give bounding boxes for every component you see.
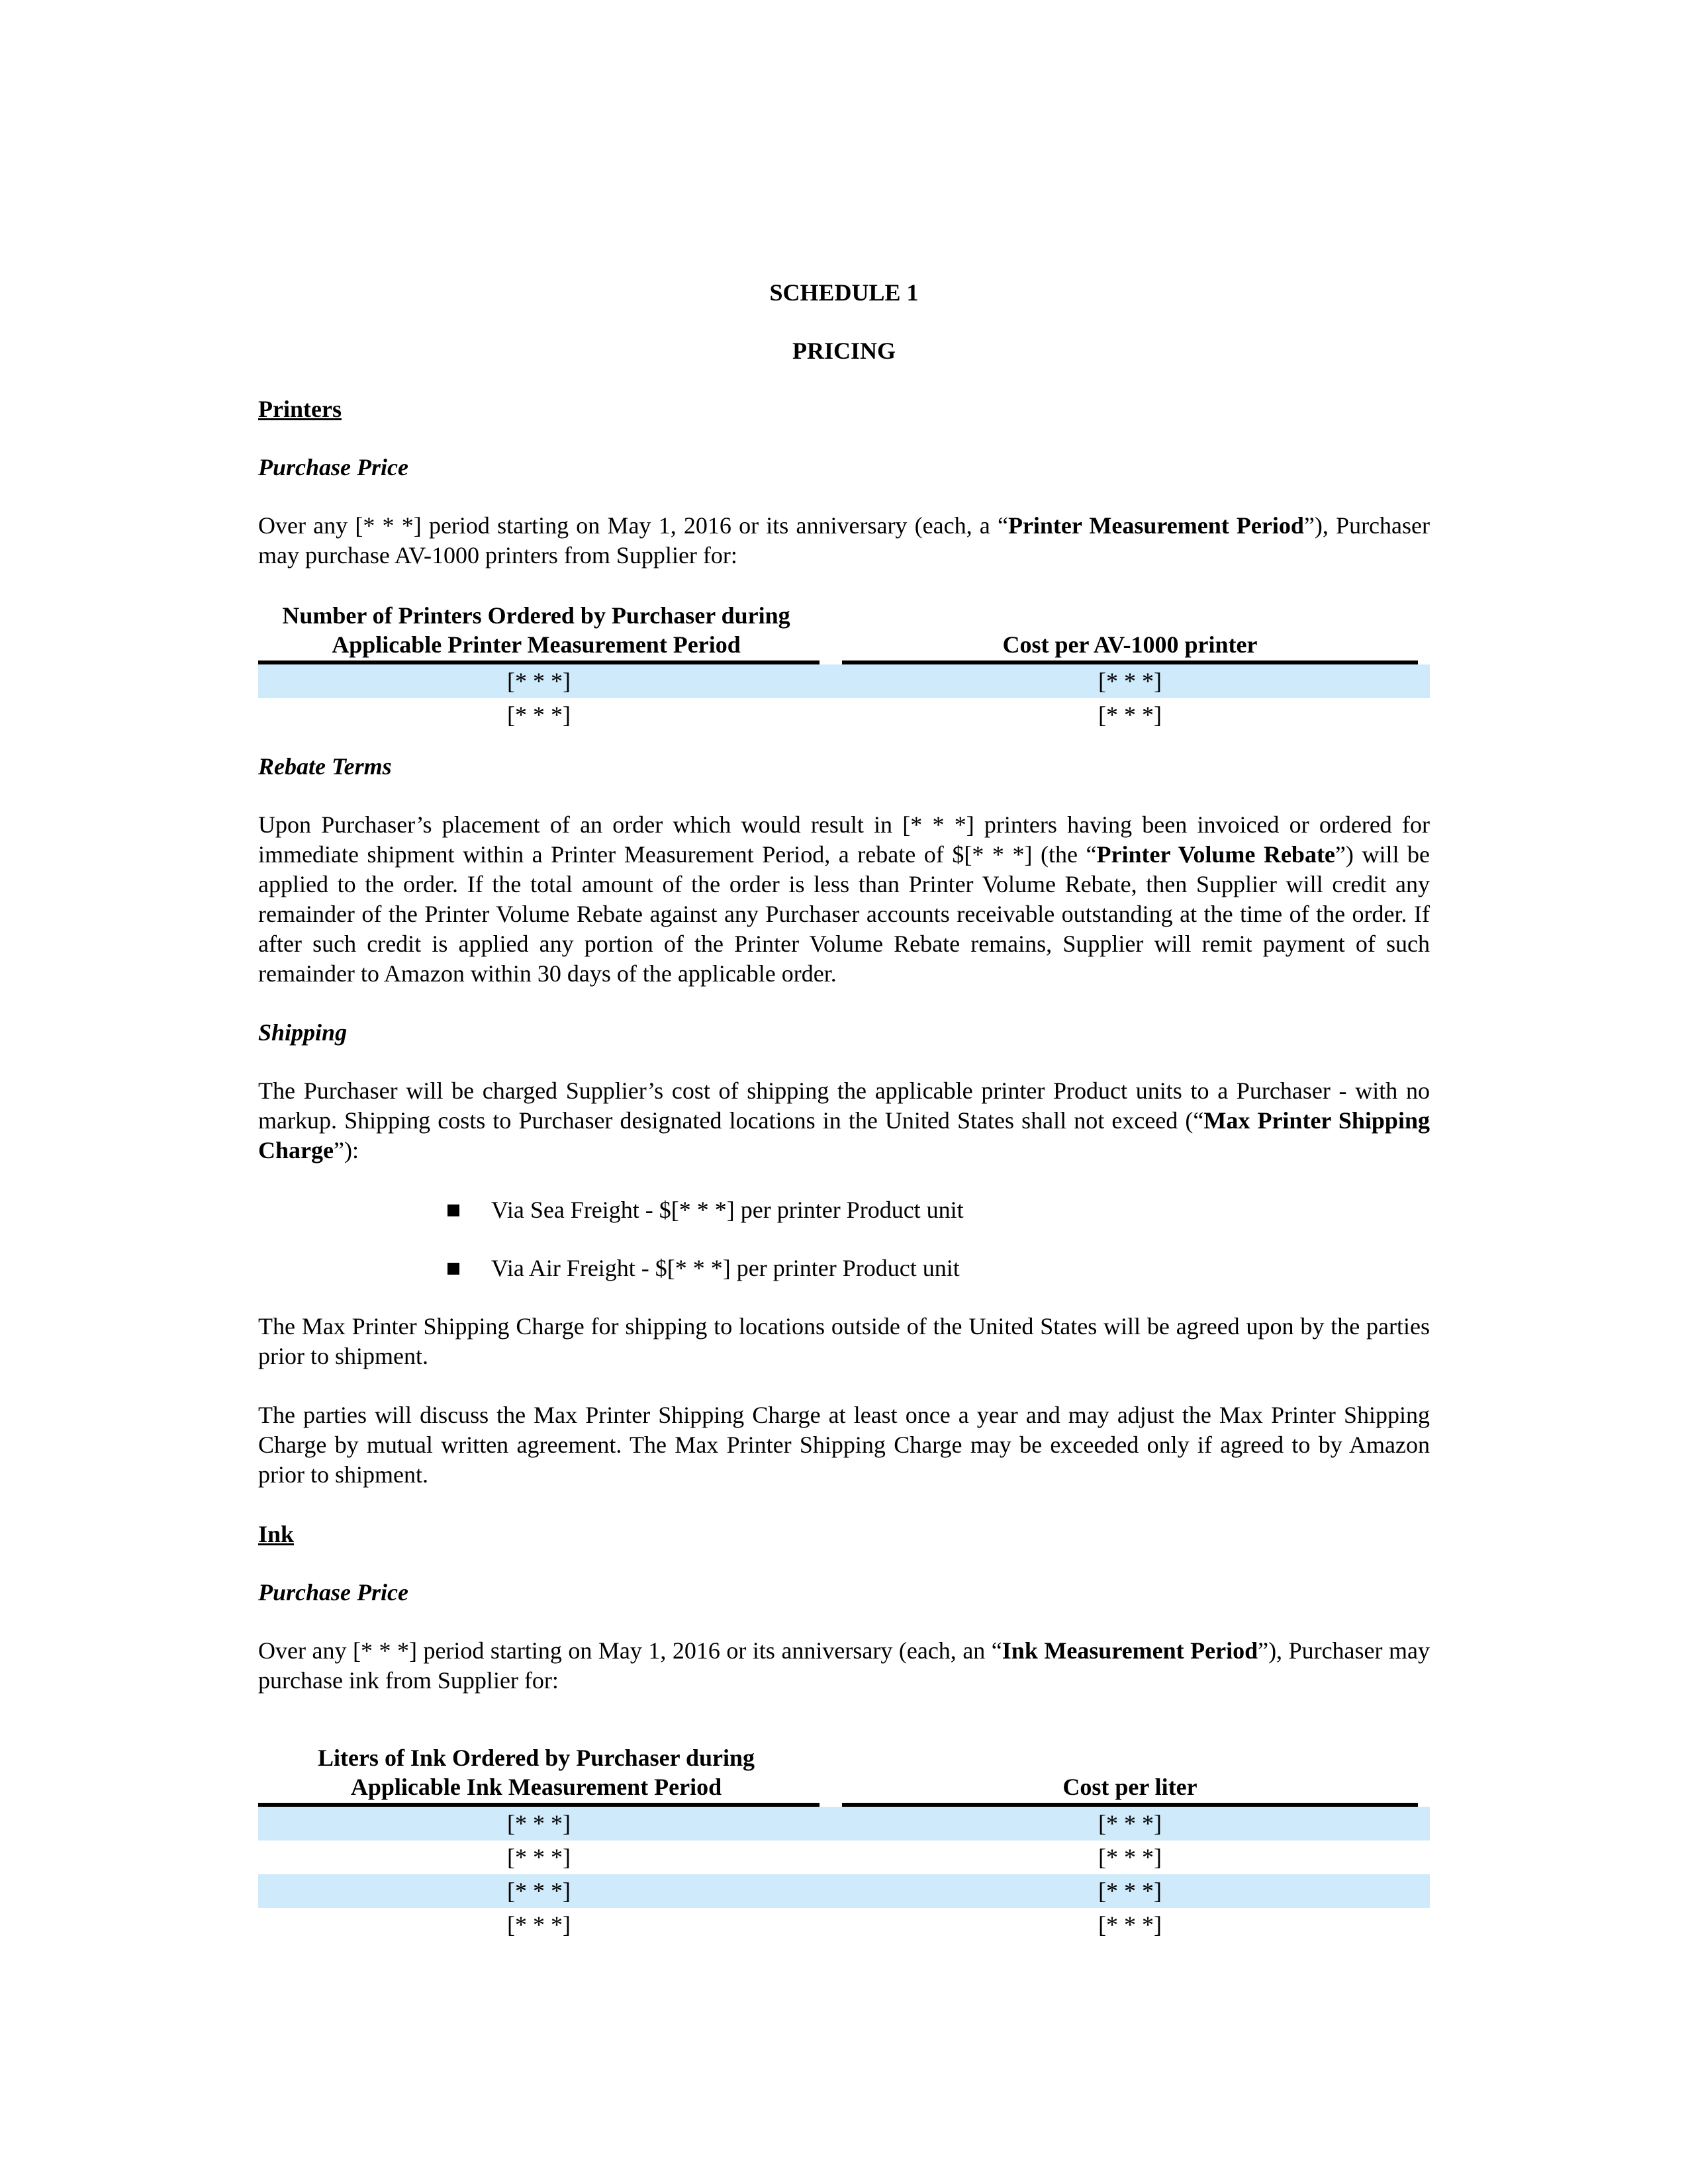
ink-measurement-period-term: Ink Measurement Period <box>1002 1637 1258 1664</box>
rebate-terms-heading: Rebate Terms <box>258 753 392 780</box>
pricing-title: PRICING <box>792 338 896 364</box>
printers-cost-cell: [* * *] <box>1098 702 1162 728</box>
ink-quantity-cell: [* * *] <box>507 1844 571 1870</box>
printers-col1-header-line1: Number of Printers Ordered by Purchaser during <box>282 602 790 629</box>
printers-quantity-cell: [* * *] <box>507 668 571 694</box>
table-row <box>258 664 1430 698</box>
rebate-text-1: Upon Purchaser’s placement of an order which would result in [* * *] printers having been invoiced or ordered for immediate shipment within a Printer Measurement Period, a rebate of $[* * *] (the “ <box>258 811 1430 868</box>
bullet-square-icon <box>447 1205 459 1216</box>
ink-heading: Ink <box>258 1521 295 1547</box>
table-row <box>258 1874 1430 1908</box>
sea-freight-bullet <box>491 1195 964 1225</box>
rebate-text-2: ”) will be applied to the order. If the total amount of the order is less than Printer Volume Rebate, then Supplier will credit any remainder of the Printer Volume Rebate against any Purchaser accounts receivable outstanding at the time of the order. If after such credit is applied any portion of the Printer Volume Rebate remains, Supplier will remit payment of such remainder to Amazon within 30 days of the applicable order. <box>258 841 1430 987</box>
printers-cost-cell: [* * *] <box>1098 668 1162 694</box>
bullet-square-icon <box>447 1263 459 1275</box>
ink-col1-header-line1: Liters of Ink Ordered by Purchaser during <box>317 1745 755 1771</box>
table-row <box>258 1841 1430 1874</box>
ink-quantity-cell: [* * *] <box>507 1810 571 1837</box>
table-row <box>258 1908 1430 1942</box>
ink-col1-header <box>258 1743 814 1801</box>
ink-cost-cell: [* * *] <box>1098 1878 1162 1904</box>
shipping-heading: Shipping <box>258 1019 348 1046</box>
ink-col1-header-line2: Applicable Ink Measurement Period <box>350 1774 722 1800</box>
shipping-text-2: ”): <box>333 1137 359 1163</box>
printers-col2-header: Cost per AV-1000 printer <box>1002 631 1258 658</box>
rebate-terms-paragraph <box>258 810 1430 989</box>
discuss-paragraph: The parties will discuss the Max Printer Shipping Charge at least once a year and may adjust the Max Printer Shipping Charge by mutual written agreement. The Max Printer Shipping Charge may be exceeded only if agreed to by Amazon prior to shipment. <box>258 1402 1430 1488</box>
outside-us-paragraph: The Max Printer Shipping Charge for shipping to locations outside of the United States will be agreed upon by the parties prior to shipment. <box>258 1313 1430 1369</box>
ink-cost-cell: [* * *] <box>1098 1844 1162 1870</box>
printers-quantity-cell: [* * *] <box>507 702 571 728</box>
printer-volume-rebate-term: Printer Volume Rebate <box>1096 841 1335 868</box>
sea-freight-text: Via Sea Freight - $[* * *] per printer Product unit <box>491 1197 964 1223</box>
table-row <box>258 698 1430 732</box>
printers-col1-header-line2: Applicable Printer Measurement Period <box>332 631 741 658</box>
ink-quantity-cell: [* * *] <box>507 1878 571 1904</box>
printers-intro-text-2: ”), Purchaser may purchase AV-1000 printers from Supplier for: <box>258 512 1430 569</box>
air-freight-text: Via Air Freight - $[* * *] per printer Product unit <box>491 1255 960 1281</box>
max-printer-shipping-charge-term: Max Printer Shipping Charge <box>258 1107 1430 1163</box>
ink-purchase-price-heading: Purchase Price <box>258 1579 408 1606</box>
table-row <box>258 1807 1430 1841</box>
printer-measurement-period-term: Printer Measurement Period <box>1008 512 1304 539</box>
ink-intro-text-1: Over any [* * *] period starting on May 1, 2016 or its anniversary (each, an “ <box>258 1637 1002 1664</box>
printers-intro-text-1: Over any [* * *] period starting on May 1, 2016 or its anniversary (each, a “ <box>258 512 1008 539</box>
ink-quantity-cell: [* * *] <box>507 1911 571 1938</box>
printers-heading: Printers <box>258 396 342 422</box>
ink-cost-cell: [* * *] <box>1098 1810 1162 1837</box>
printers-intro-paragraph <box>258 511 1430 570</box>
ink-col2-header: Cost per liter <box>1062 1774 1197 1800</box>
ink-intro-text-2: ”), Purchaser may purchase ink from Supplier for: <box>258 1637 1430 1694</box>
schedule-title: SCHEDULE 1 <box>769 279 919 306</box>
ink-intro-paragraph <box>258 1636 1430 1696</box>
shipping-text-1: The Purchaser will be charged Supplier’s cost of shipping the applicable printer Product units to a Purchaser - with no markup. Shipping costs to Purchaser designated locations in the United States shall not exceed (“ <box>258 1077 1430 1134</box>
printers-col1-header <box>258 601 814 659</box>
shipping-paragraph <box>258 1076 1430 1165</box>
printers-purchase-price-heading: Purchase Price <box>258 454 408 480</box>
air-freight-bullet <box>491 1253 960 1283</box>
ink-cost-cell: [* * *] <box>1098 1911 1162 1938</box>
